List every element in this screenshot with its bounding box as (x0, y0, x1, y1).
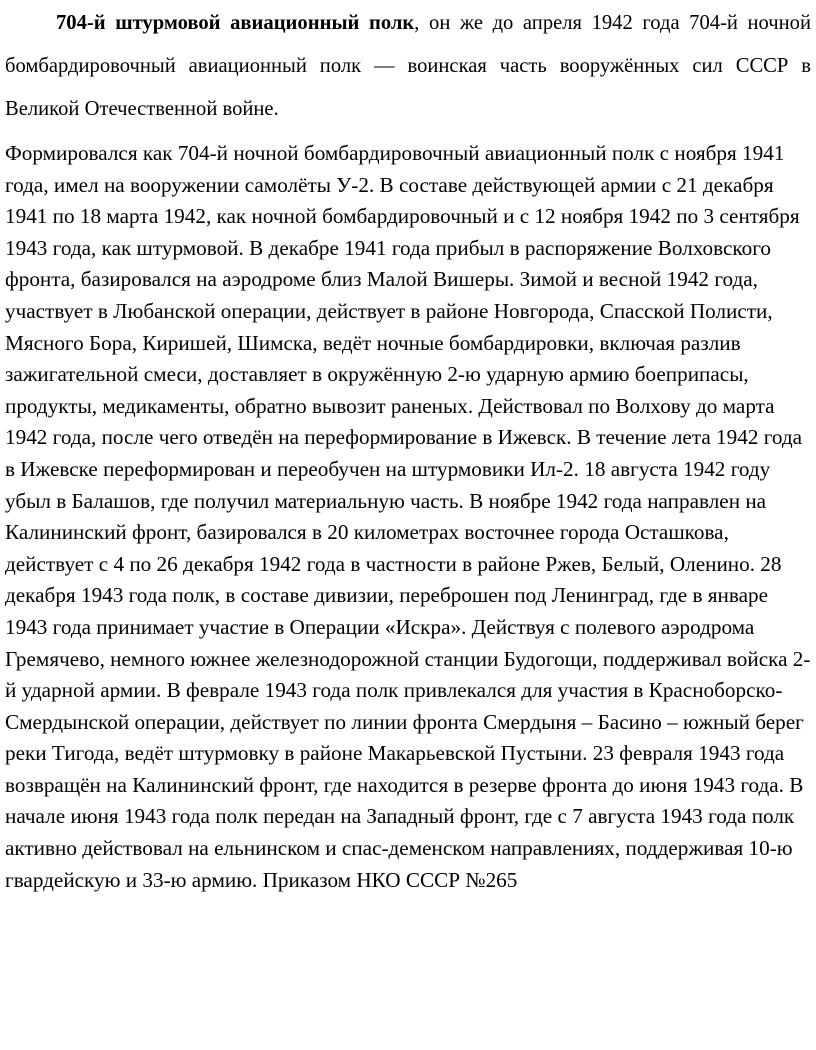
body-paragraph: Формировался как 704-й ночной бомбардировочный авиационный полк с ноября 1941 года, имел на вооружении самолёты У-2. В составе действующей армии с 21 декабря 1941 по 18 марта 1942, как ночной бомбардировочный и с 12 ноября 1942 по 3 сентября 1943 года, как штурмовой. В декабре 1941 года прибыл в распоряжение Волховского фронта, базировался на аэродроме близ Малой Вишеры. Зимой и весной 1942 года, участвует в Любанской операции, действует в районе Новгорода, Спасской Полисти, Мясного Бора, Киришей, Шимска, ведёт ночные бомбардировки, включая разлив зажигательной смеси, доставляет в окружённую 2-ю ударную армию боеприпасы, продукты, медикаменты, обратно вывозит раненых. Действовал по Волхову до марта 1942 года, после чего отведён на переформирование в Ижевск. В течение лета 1942 года в Ижевске переформирован и переобучен на штурмовики Ил-2. 18 августа 1942 году убыл в Балашов, где получил материальную часть. В ноябре 1942 года направлен на Калининский фронт, базировался в 20 километрах восточнее города Осташкова, действует с 4 по 26 декабря 1942 года в частности в районе Ржев, Белый, Оленино. 28 декабря 1943 года полк, в составе дивизии, переброшен под Ленинград, где в январе 1943 года принимает участие в Операции «Искра». Действуя с полевого аэродрома Гремячево, немного южнее железнодорожной станции Будогощи, поддерживал войска 2-й ударной армии. В феврале 1943 года полк привлекался для участия в Красноборско-Смердынской операции, действует по линии фронта Смердыня – Басино – южный берег реки Тигода, ведёт штурмовку в районе Макарьевской Пустыни. 23 февраля 1943 года возвращён на Калининский фронт, где находится в резерве фронта до июня 1943 года. В начале июня 1943 года полк передан на Западный фронт, где с 7 августа 1943 года полк активно действовал на ельнинском и спас-деменском направлениях, поддерживая 10-ю гвардейскую и 33-ю армию. Приказом НКО СССР №265 (5, 141, 811, 892)
intro-paragraph (5, 0, 811, 131)
intro-text: , он же до апреля 1942 года 704-й ночной бомбардировочный авиационный полк — воинская часть вооружённых сил СССР в Великой Отечественной войне. (5, 12, 812, 120)
article-title: 704-й штурмовой авиационный полк (56, 12, 415, 34)
